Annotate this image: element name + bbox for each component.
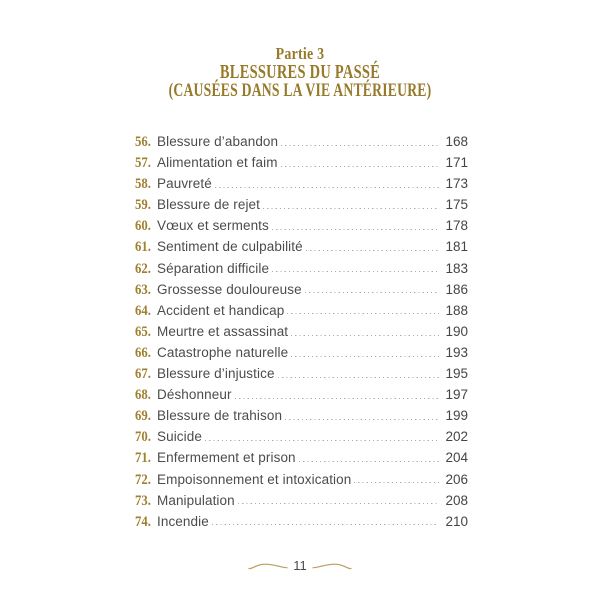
chapter-header bbox=[0, 44, 600, 100]
toc-entry-page: 188 bbox=[445, 302, 468, 318]
toc-entry-number: 66. bbox=[135, 344, 151, 361]
toc-entry-title: Déshonneur bbox=[157, 387, 232, 403]
toc-entry-title: Catastrophe naturelle bbox=[157, 344, 289, 360]
dot-leader bbox=[263, 207, 439, 209]
toc-entry-title: Incendie bbox=[157, 513, 209, 529]
dot-leader bbox=[291, 334, 439, 336]
toc-entry-number: 72. bbox=[135, 471, 151, 488]
toc-entry[interactable] bbox=[130, 407, 468, 428]
toc-entry-number: 64. bbox=[135, 302, 151, 319]
dot-leader bbox=[281, 165, 439, 167]
toc-entry-page: 175 bbox=[445, 197, 468, 213]
toc-entry[interactable] bbox=[130, 365, 468, 386]
toc-entry-page: 178 bbox=[445, 218, 468, 234]
toc-entry-page: 208 bbox=[445, 492, 468, 508]
toc-entry-number: 63. bbox=[135, 281, 151, 298]
toc-entry-page: 186 bbox=[445, 281, 468, 297]
toc-entry[interactable] bbox=[130, 386, 468, 407]
toc-entry-page: 190 bbox=[445, 323, 468, 339]
toc-entry[interactable] bbox=[130, 196, 468, 217]
toc-entry-number: 56. bbox=[135, 134, 151, 150]
dot-leader bbox=[354, 482, 439, 484]
toc-entry-title: Sentiment de culpabilité bbox=[157, 239, 303, 255]
toc-entry-number: 58. bbox=[135, 176, 151, 193]
toc-entry-title: Manipulation bbox=[157, 492, 235, 508]
page-number: 11 bbox=[293, 558, 307, 573]
toc-entry-page: 206 bbox=[445, 471, 468, 487]
toc-entry[interactable] bbox=[130, 471, 468, 492]
toc-entry-page: 210 bbox=[445, 513, 468, 529]
toc-entry[interactable] bbox=[130, 428, 468, 449]
toc-entry-number: 71. bbox=[135, 450, 151, 467]
table-of-contents bbox=[130, 133, 468, 534]
toc-entry-number: 62. bbox=[135, 260, 151, 277]
toc-entry-page: 183 bbox=[445, 260, 468, 276]
toc-entry[interactable] bbox=[130, 449, 468, 470]
toc-entry[interactable] bbox=[130, 281, 468, 302]
dot-leader bbox=[291, 355, 439, 357]
toc-entry-title: Accident et handicap bbox=[157, 302, 285, 318]
toc-entry-page: 202 bbox=[445, 429, 468, 445]
toc-entry-title: Pauvreté bbox=[157, 176, 212, 192]
toc-entry-title: Enfermement et prison bbox=[157, 450, 296, 466]
toc-entry-page: 168 bbox=[445, 134, 468, 149]
dot-leader bbox=[215, 186, 439, 188]
part-subtitle: (CAUSÉES DANS LA VIE ANTÉRIEURE) bbox=[168, 80, 432, 101]
toc-entry-page: 171 bbox=[445, 155, 468, 171]
dot-leader bbox=[205, 439, 439, 441]
toc-entry-title: Séparation difficile bbox=[157, 260, 270, 276]
toc-entry-number: 61. bbox=[135, 239, 151, 256]
toc-entry-title: Blessure de trahison bbox=[157, 408, 283, 424]
toc-entry-page: 195 bbox=[445, 366, 468, 382]
dot-leader bbox=[212, 524, 439, 526]
dot-leader bbox=[272, 271, 439, 273]
toc-entry[interactable] bbox=[130, 344, 468, 365]
toc-entry-number: 68. bbox=[135, 387, 151, 404]
swash-ornament-left-icon bbox=[248, 562, 288, 571]
toc-entry-number: 74. bbox=[135, 513, 151, 530]
toc-entry[interactable] bbox=[130, 260, 468, 281]
toc-entry-title: Alimentation et faim bbox=[157, 155, 278, 171]
toc-entry[interactable] bbox=[130, 154, 468, 175]
toc-entry-title: Blessure de rejet bbox=[157, 197, 261, 213]
toc-entry-page: 181 bbox=[445, 239, 468, 255]
dot-leader bbox=[306, 249, 439, 251]
dot-leader bbox=[272, 228, 439, 230]
toc-entry[interactable] bbox=[130, 175, 468, 196]
toc-entry-page: 197 bbox=[445, 387, 468, 403]
swash-ornament-right-icon bbox=[312, 562, 352, 571]
toc-entry-title: Grossesse douloureuse bbox=[157, 281, 302, 297]
toc-entry[interactable] bbox=[130, 302, 468, 323]
toc-entry-page: 173 bbox=[445, 176, 468, 192]
dot-leader bbox=[287, 313, 439, 315]
toc-entry-number: 57. bbox=[135, 155, 151, 172]
toc-entry-page: 193 bbox=[445, 344, 468, 360]
dot-leader bbox=[278, 376, 439, 378]
page-footer bbox=[0, 558, 600, 574]
toc-entry-number: 59. bbox=[135, 197, 151, 214]
toc-entry-number: 65. bbox=[135, 323, 151, 340]
toc-entry-number: 67. bbox=[135, 366, 151, 383]
toc-entry-page: 204 bbox=[445, 450, 468, 466]
toc-entry-title: Blessure d’abandon bbox=[157, 134, 279, 149]
toc-entry[interactable] bbox=[130, 238, 468, 259]
toc-entry[interactable] bbox=[130, 217, 468, 238]
toc-entry-number: 70. bbox=[135, 429, 151, 446]
dot-leader bbox=[281, 144, 439, 146]
toc-entry-number: 60. bbox=[135, 218, 151, 235]
dot-leader bbox=[238, 503, 439, 505]
dot-leader bbox=[299, 460, 439, 462]
dot-leader bbox=[235, 397, 439, 399]
toc-entry[interactable] bbox=[130, 133, 468, 154]
toc-entry-title: Suicide bbox=[157, 429, 202, 445]
toc-entry-title: Vœux et serments bbox=[157, 218, 269, 234]
toc-entry-page: 199 bbox=[445, 408, 468, 424]
part-label: Partie 3 bbox=[275, 44, 325, 63]
toc-entry-title: Blessure d’injustice bbox=[157, 366, 275, 382]
toc-entry[interactable] bbox=[130, 492, 468, 513]
toc-entry-title: Empoisonnement et intoxication bbox=[157, 471, 352, 487]
toc-entry-number: 73. bbox=[135, 492, 151, 509]
part-title: BLESSURES DU PASSÉ bbox=[219, 61, 381, 83]
dot-leader bbox=[305, 292, 439, 294]
dot-leader bbox=[285, 418, 439, 420]
toc-entry[interactable] bbox=[130, 323, 468, 344]
toc-entry[interactable] bbox=[130, 513, 468, 534]
toc-entry-title: Meurtre et assassinat bbox=[157, 323, 289, 339]
toc-entry-number: 69. bbox=[135, 408, 151, 425]
